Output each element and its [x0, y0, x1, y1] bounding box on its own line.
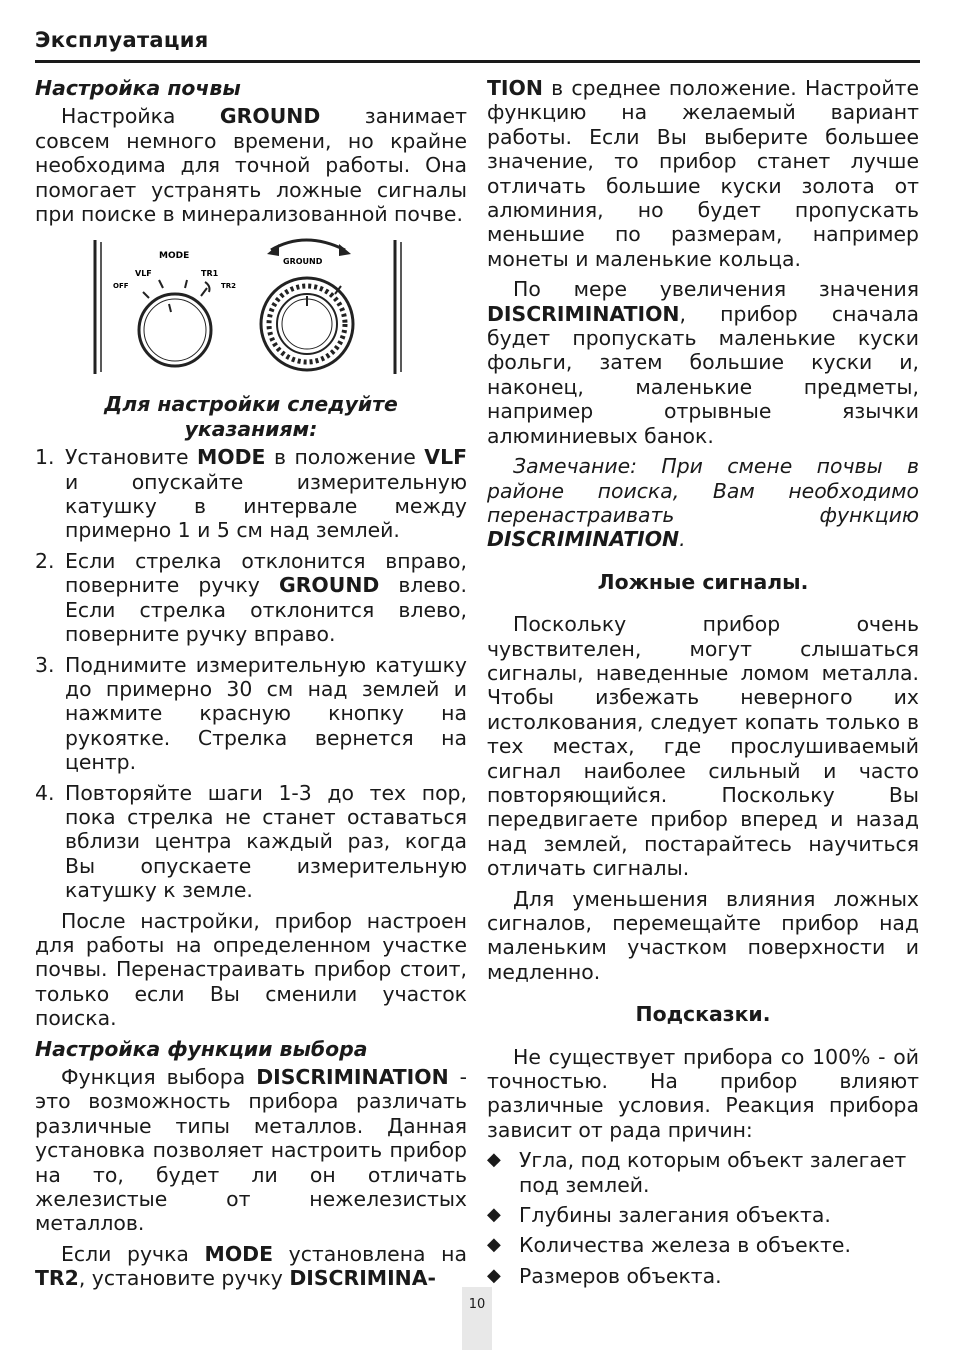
- steps-heading: Для настройки следуйте указаниям:: [104, 392, 398, 441]
- step-item: [35, 781, 467, 903]
- step-item: [35, 653, 467, 775]
- ground-heading: Настройка почвы: [35, 76, 241, 100]
- diamond-bullet-icon: ◆: [487, 1204, 501, 1226]
- tr2-label: TR2: [221, 282, 237, 291]
- page-number: 10: [462, 1287, 492, 1350]
- right-column: [487, 76, 919, 1294]
- page-header-title: Эксплуатация: [35, 28, 209, 52]
- discrimination-paragraph-2: Если ручка MODE установлена на TR2, установите ручку DISCRIMINA-: [35, 1241, 467, 1291]
- step-number: 3.: [35, 652, 55, 677]
- false-signals-heading: Ложные сигналы.: [597, 569, 809, 594]
- bullet-text: Угла, под которым объект залегает под землей.: [519, 1148, 907, 1197]
- knobs-illustration: [35, 232, 467, 382]
- vlf-label: VLF: [135, 269, 152, 279]
- ground-label: GROUND: [283, 257, 323, 267]
- diamond-bullet-icon: ◆: [487, 1264, 501, 1286]
- discrimination-paragraph-1: Функция выбора DISCRIMINATION - это возможность прибора различать различные типы металлов. Данная установка позволяет настроить прибор на то, будет ли он отличать железистые от нежелезистых металлов.: [35, 1065, 468, 1236]
- bullet-text: Глубины залегания объекта.: [519, 1203, 831, 1228]
- false-signals-paragraph-2: Для уменьшения влияния ложных сигналов, перемещайте прибор над маленьким участком поверхности и медленно.: [487, 886, 919, 984]
- header-rule: [35, 60, 920, 63]
- step-number: 1.: [35, 445, 55, 470]
- tips-bullet-list: [487, 1148, 919, 1288]
- diamond-bullet-icon: ◆: [487, 1234, 501, 1256]
- tips-paragraph: Не существует прибора со 100% - ой точностью. На прибор влияют различные условия. Реакция прибора зависит от рада причин:: [487, 1044, 919, 1142]
- bullet-item: [487, 1233, 919, 1257]
- bullet-item: [487, 1264, 919, 1288]
- tr1-label: TR1: [201, 269, 219, 279]
- step-number: 4.: [35, 780, 55, 805]
- control-knobs-figure: [35, 232, 467, 382]
- step-text: Повторяйте шаги 1-3 до тех пор, пока стрелка не станет оставаться вблизи центра каждый раз, когда Вы опускаете измерительную катушку к земле.: [65, 780, 467, 903]
- step-text: Установите MODE в положение VLF и опускайте измерительную катушку в интервале между примерно 1 и 5 см над землей.: [65, 445, 467, 543]
- left-column: [35, 76, 467, 1297]
- discrimination-heading: Настройка функции выбора: [35, 1036, 368, 1061]
- mode-knob: [113, 251, 236, 366]
- mode-label: MODE: [159, 251, 190, 262]
- bullet-text: Количества железа в объекте.: [519, 1233, 851, 1258]
- tips-heading: Подсказки.: [635, 1002, 771, 1027]
- off-label: OFF: [113, 282, 129, 291]
- after-setup-paragraph: После настройки, прибор настроен для работы на определенном участке почвы. Перенастраивать прибор стоит, только если Вы сменили участок поиска.: [35, 908, 467, 1031]
- note-paragraph: Замечание: При смене почвы в районе поиска, Вам необходимо перенастраивать функцию DISCRIMINATION.: [487, 454, 919, 552]
- ground-knob: [261, 240, 353, 370]
- bullet-text: Размеров объекта.: [519, 1263, 722, 1288]
- step-text: Поднимите измерительную катушку до примерно 30 см над землей и нажмите красную кнопку на рукоятке. Стрелка вернется на центр.: [65, 652, 467, 775]
- steps-list: [35, 445, 467, 902]
- increase-paragraph: По мере увеличения значения DISCRIMINATION, прибор сначала будет пропускать маленькие куски фольги, затем большие куски и, наконец, маленькие предметы, например отрывные язычки алюминиевых банок.: [487, 277, 919, 448]
- step-text: Если стрелка отклонится вправо, поверните ручку GROUND влево. Если стрелка отклонится влево, поверните ручку вправо.: [65, 548, 467, 647]
- step-number: 2.: [35, 548, 55, 573]
- discrimination-continued: TION в среднее положение. Настройте функцию на желаемый вариант работы. Если Вы выберите большее значение, то прибор станет лучше отличать большие куски золота от алюминия, но будет пропускать меньшие по размерам, например монеты и маленькие кольца.: [487, 76, 919, 271]
- bullet-item: [487, 1203, 919, 1227]
- ground-intro: Настройка GROUND занимает совсем немного времени, но крайне необходима для точной работы. Она помогает устранять ложные сигналы при поиске в минерализованной почве.: [35, 104, 467, 227]
- bullet-item: [487, 1148, 919, 1197]
- diamond-bullet-icon: ◆: [487, 1149, 501, 1171]
- step-item: [35, 549, 467, 647]
- step-item: [35, 445, 467, 543]
- false-signals-paragraph-1: Поскольку прибор очень чувствителен, могут слышаться сигналы, наведенные ломом металла. Чтобы избежать неверного их истолкования, следует копать только в тех местах, где прослушиваемый сигнал наиболее сильный и часто повторяющийся. Поскольку Вы передвигаете прибор вперед и назад над землей, постарайтесь научиться отличать сигналы.: [487, 612, 919, 881]
